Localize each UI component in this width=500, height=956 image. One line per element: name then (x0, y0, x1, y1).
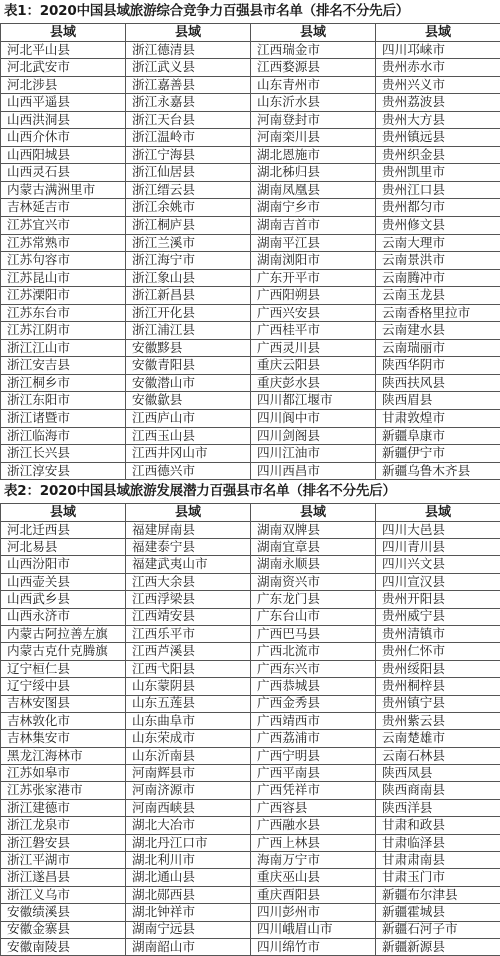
table-cell: 山西阳城县 (1, 146, 126, 164)
table-header-row (1, 24, 500, 42)
table-cell: 山西汾阳市 (1, 556, 126, 573)
table-cell: 云南石林县 (376, 747, 500, 764)
table-cell: 福建武夷山市 (126, 556, 251, 573)
table-cell: 浙江平湖市 (1, 852, 126, 869)
table-cell: 山西洪洞县 (1, 111, 126, 129)
table-cell: 贵州镇远县 (376, 129, 500, 147)
table-cell: 浙江龙泉市 (1, 817, 126, 834)
table-cell: 浙江海宁市 (126, 252, 251, 270)
table-cell: 湖北丹江口市 (126, 834, 251, 851)
table-cell: 安徽歙县 (126, 392, 251, 410)
table-row (1, 625, 500, 642)
table-cell: 吉林敦化市 (1, 712, 126, 729)
table-cell: 浙江余姚市 (126, 199, 251, 217)
table-cell: 河南济源市 (126, 782, 251, 799)
table-row (1, 445, 500, 463)
table-cell: 浙江宁海县 (126, 146, 251, 164)
table-cell: 广西上林县 (251, 834, 376, 851)
table-cell: 江西靖安县 (126, 608, 251, 625)
table-cell: 云南景洪市 (376, 252, 500, 270)
table-header-row (1, 504, 500, 521)
table-cell: 广东开平市 (251, 269, 376, 287)
table-cell: 浙江缙云县 (126, 181, 251, 199)
table-cell: 新疆伊宁市 (376, 445, 500, 463)
table-row (1, 747, 500, 764)
table-cell: 浙江东阳市 (1, 392, 126, 410)
table-row (1, 712, 500, 729)
table-cell: 河南西峡县 (126, 799, 251, 816)
table-cell: 新疆霍城县 (376, 904, 500, 921)
table-cell: 四川大邑县 (376, 521, 500, 538)
column-header: 县域 (376, 24, 500, 42)
table-cell: 四川峨眉山市 (251, 921, 376, 938)
table-cell: 山东青州市 (251, 76, 376, 94)
table-cell: 新疆乌鲁木齐县 (376, 462, 500, 480)
table-cell: 云南腾冲市 (376, 269, 500, 287)
table-cell: 重庆巫山县 (251, 869, 376, 886)
table-row (1, 921, 500, 938)
table2-title: 表2：2020中国县域旅游发展潜力百强县市名单（排名不分先后） (0, 480, 500, 503)
table-cell: 浙江仙居县 (126, 164, 251, 182)
table-cell: 江西庐山市 (126, 410, 251, 428)
table-row (1, 608, 500, 625)
table-cell: 甘肃临泽县 (376, 834, 500, 851)
table-cell: 广西恭城县 (251, 678, 376, 695)
table-cell: 浙江新昌县 (126, 287, 251, 305)
table-cell: 安徽金寨县 (1, 921, 126, 938)
table-cell: 山西永济市 (1, 608, 126, 625)
table-row (1, 765, 500, 782)
table-cell: 广东台山市 (251, 608, 376, 625)
table-cell: 江苏常熟市 (1, 234, 126, 252)
table-cell: 贵州赤水市 (376, 59, 500, 77)
table-row (1, 521, 500, 538)
table-cell: 内蒙古克什克腾旗 (1, 643, 126, 660)
table-cell: 河北平山县 (1, 41, 126, 59)
table-row (1, 217, 500, 235)
table-row (1, 164, 500, 182)
table-row (1, 643, 500, 660)
table-cell: 浙江临海市 (1, 427, 126, 445)
table-row (1, 374, 500, 392)
table-cell: 四川绵竹市 (251, 938, 376, 955)
table-cell: 湖南吉首市 (251, 217, 376, 235)
table-cell: 陕西凤县 (376, 765, 500, 782)
table-cell: 四川都江堰市 (251, 392, 376, 410)
table-row (1, 339, 500, 357)
table-cell: 甘肃敦煌市 (376, 410, 500, 428)
table-cell: 陕西华阴市 (376, 357, 500, 375)
table-row (1, 834, 500, 851)
column-header: 县域 (1, 24, 126, 42)
table-row (1, 799, 500, 816)
table-cell: 山西武乡县 (1, 591, 126, 608)
table-cell: 山西壶关县 (1, 573, 126, 590)
table-cell: 安徽青阳县 (126, 357, 251, 375)
table-cell: 浙江兰溪市 (126, 234, 251, 252)
table-cell: 四川青川县 (376, 539, 500, 556)
table-row (1, 556, 500, 573)
table-cell: 黑龙江海林市 (1, 747, 126, 764)
table-cell: 江西德兴市 (126, 462, 251, 480)
table-cell: 湖南永顺县 (251, 556, 376, 573)
table-row (1, 938, 500, 955)
table-cell: 福建泰宁县 (126, 539, 251, 556)
table-cell: 河北迁西县 (1, 521, 126, 538)
table-cell: 贵州桐梓县 (376, 678, 500, 695)
table-row (1, 59, 500, 77)
table-cell: 辽宁桓仁县 (1, 660, 126, 677)
table-cell: 湖南浏阳市 (251, 252, 376, 270)
table-row (1, 76, 500, 94)
table-cell: 四川剑阁县 (251, 427, 376, 445)
table-cell: 浙江德清县 (126, 41, 251, 59)
table-cell: 贵州荔波县 (376, 94, 500, 112)
table-cell: 贵州修文县 (376, 217, 500, 235)
table-row (1, 462, 500, 480)
table1-title: 表1：2020中国县域旅游综合竞争力百强县市名单（排名不分先后） (0, 0, 500, 23)
table-cell: 广西巴马县 (251, 625, 376, 642)
table-row (1, 269, 500, 287)
table-cell: 江西芦溪县 (126, 643, 251, 660)
table-cell: 江西乐平市 (126, 625, 251, 642)
table-row (1, 392, 500, 410)
table-cell: 浙江天台县 (126, 111, 251, 129)
table-cell: 陕西扶风县 (376, 374, 500, 392)
table-cell: 浙江建德市 (1, 799, 126, 816)
table-cell: 陕西商南县 (376, 782, 500, 799)
table-cell: 山东沂南县 (126, 747, 251, 764)
table-cell: 贵州威宁县 (376, 608, 500, 625)
table-cell: 浙江桐庐县 (126, 217, 251, 235)
table-cell: 浙江磐安县 (1, 834, 126, 851)
table-cell: 内蒙古满洲里市 (1, 181, 126, 199)
table-cell: 四川阆中市 (251, 410, 376, 428)
table-cell: 湖北钟祥市 (126, 904, 251, 921)
table-cell: 吉林集安市 (1, 730, 126, 747)
table-cell: 浙江浦江县 (126, 322, 251, 340)
table-cell: 广西荔浦市 (251, 730, 376, 747)
table-cell: 贵州大方县 (376, 111, 500, 129)
table-cell: 广西灵川县 (251, 339, 376, 357)
table-cell: 河南栾川县 (251, 129, 376, 147)
table-cell: 浙江义乌市 (1, 886, 126, 903)
table-cell: 四川江油市 (251, 445, 376, 463)
table-cell: 广西金秀县 (251, 695, 376, 712)
table-cell: 湖南双牌县 (251, 521, 376, 538)
table-cell: 山东蒙阴县 (126, 678, 251, 695)
table-cell: 湖北恩施市 (251, 146, 376, 164)
table-cell: 浙江长兴县 (1, 445, 126, 463)
table-row (1, 252, 500, 270)
table-cell: 吉林延吉市 (1, 199, 126, 217)
table-cell: 广西融水县 (251, 817, 376, 834)
table-cell: 安徽潜山市 (126, 374, 251, 392)
table-row (1, 678, 500, 695)
table-row (1, 869, 500, 886)
table-row (1, 129, 500, 147)
table-row (1, 410, 500, 428)
column-header: 县域 (376, 504, 500, 521)
table-cell: 浙江象山县 (126, 269, 251, 287)
table-cell: 江苏宜兴市 (1, 217, 126, 235)
table-cell: 陕西眉县 (376, 392, 500, 410)
table-cell: 湖南平江县 (251, 234, 376, 252)
table-cell: 重庆酉阳县 (251, 886, 376, 903)
column-header: 县域 (1, 504, 126, 521)
table-cell: 山西灵石县 (1, 164, 126, 182)
table-cell: 福建屏南县 (126, 521, 251, 538)
table-cell: 四川邛崃市 (376, 41, 500, 59)
table-cell: 江苏如皋市 (1, 765, 126, 782)
table-cell: 浙江嘉善县 (126, 76, 251, 94)
table-cell: 河北涉县 (1, 76, 126, 94)
table-cell: 内蒙古阿拉善左旗 (1, 625, 126, 642)
table-cell: 浙江武义县 (126, 59, 251, 77)
table-cell: 河南辉县市 (126, 765, 251, 782)
table-cell: 云南建水县 (376, 322, 500, 340)
table-row (1, 322, 500, 340)
table-row (1, 181, 500, 199)
table-cell: 湖南资兴市 (251, 573, 376, 590)
table-cell: 湖南宁远县 (126, 921, 251, 938)
table-cell: 湖北大冶市 (126, 817, 251, 834)
table-cell: 新疆石河子市 (376, 921, 500, 938)
table-cell: 江西婺源县 (251, 59, 376, 77)
table-cell: 安徽绩溪县 (1, 904, 126, 921)
table-cell: 湖北秭归县 (251, 164, 376, 182)
table-cell: 湖南宁乡市 (251, 199, 376, 217)
table-cell: 湖南韶山市 (126, 938, 251, 955)
table-cell: 江苏溧阳市 (1, 287, 126, 305)
table-cell: 浙江温岭市 (126, 129, 251, 147)
table-cell: 四川彭州市 (251, 904, 376, 921)
table-row (1, 591, 500, 608)
table-row (1, 730, 500, 747)
table-row (1, 782, 500, 799)
table-cell: 河南登封市 (251, 111, 376, 129)
table-cell: 新疆布尔津县 (376, 886, 500, 903)
table-cell: 贵州紫云县 (376, 712, 500, 729)
table-cell: 江西大余县 (126, 573, 251, 590)
table-cell: 江西弋阳县 (126, 660, 251, 677)
table-cell: 山东荣成市 (126, 730, 251, 747)
table-cell: 浙江遂昌县 (1, 869, 126, 886)
table-cell: 贵州清镇市 (376, 625, 500, 642)
table-cell: 山东五莲县 (126, 695, 251, 712)
table-cell: 贵州兴义市 (376, 76, 500, 94)
table-cell: 贵州绥阳县 (376, 660, 500, 677)
table-cell: 辽宁绥中县 (1, 678, 126, 695)
table-cell: 江西浮梁县 (126, 591, 251, 608)
table-cell: 湖北通山县 (126, 869, 251, 886)
table-cell: 安徽黟县 (126, 339, 251, 357)
table-row (1, 886, 500, 903)
table-cell: 安徽南陵县 (1, 938, 126, 955)
table-cell: 山东沂水县 (251, 94, 376, 112)
table-cell: 江苏昆山市 (1, 269, 126, 287)
column-header: 县域 (126, 504, 251, 521)
table-cell: 吉林安图县 (1, 695, 126, 712)
table-cell: 湖北利川市 (126, 852, 251, 869)
table-row (1, 660, 500, 677)
table-cell: 湖北郧西县 (126, 886, 251, 903)
table-cell: 浙江开化县 (126, 304, 251, 322)
table-cell: 贵州凯里市 (376, 164, 500, 182)
table-cell: 浙江诸暨市 (1, 410, 126, 428)
table-cell: 甘肃肃南县 (376, 852, 500, 869)
table-cell: 四川西昌市 (251, 462, 376, 480)
table-cell: 浙江桐乡市 (1, 374, 126, 392)
table-cell: 广西北流市 (251, 643, 376, 660)
table-cell: 甘肃和政县 (376, 817, 500, 834)
table-row (1, 852, 500, 869)
table-cell: 贵州织金县 (376, 146, 500, 164)
table-cell: 云南玉龙县 (376, 287, 500, 305)
table-cell: 江苏张家港市 (1, 782, 126, 799)
table-cell: 广西兴安县 (251, 304, 376, 322)
table-row (1, 199, 500, 217)
table-row (1, 287, 500, 305)
table-cell: 河北武安市 (1, 59, 126, 77)
table-cell: 广西桂平市 (251, 322, 376, 340)
column-header: 县域 (251, 504, 376, 521)
table-row (1, 539, 500, 556)
table-cell: 重庆彭水县 (251, 374, 376, 392)
table-cell: 广西靖西市 (251, 712, 376, 729)
table-row (1, 695, 500, 712)
table-cell: 广西凭祥市 (251, 782, 376, 799)
table-row (1, 904, 500, 921)
table-cell: 江西瑞金市 (251, 41, 376, 59)
table-cell: 贵州江口县 (376, 181, 500, 199)
table-cell: 云南大理市 (376, 234, 500, 252)
table-cell: 浙江淳安县 (1, 462, 126, 480)
table-row (1, 146, 500, 164)
table-cell: 广西容县 (251, 799, 376, 816)
table-row (1, 234, 500, 252)
table-cell: 山西平遥县 (1, 94, 126, 112)
table-cell: 新疆阜康市 (376, 427, 500, 445)
table-cell: 湖南凤凰县 (251, 181, 376, 199)
table-cell: 广东龙门县 (251, 591, 376, 608)
table-cell: 陕西洋县 (376, 799, 500, 816)
table-cell: 河北易县 (1, 539, 126, 556)
table-cell: 贵州都匀市 (376, 199, 500, 217)
table-cell: 四川兴文县 (376, 556, 500, 573)
table-cell: 云南瑞丽市 (376, 339, 500, 357)
column-header: 县域 (251, 24, 376, 42)
table-cell: 重庆云阳县 (251, 357, 376, 375)
table-row (1, 304, 500, 322)
column-header: 县域 (126, 24, 251, 42)
table-cell: 广西东兴市 (251, 660, 376, 677)
table-cell: 江苏江阴市 (1, 322, 126, 340)
table-cell: 江苏句容市 (1, 252, 126, 270)
table-cell: 广西宁明县 (251, 747, 376, 764)
table-cell: 贵州镇宁县 (376, 695, 500, 712)
table-cell: 贵州仁怀市 (376, 643, 500, 660)
table-cell: 浙江永嘉县 (126, 94, 251, 112)
table-cell: 浙江江山市 (1, 339, 126, 357)
table-cell: 云南香格里拉市 (376, 304, 500, 322)
table-row (1, 41, 500, 59)
table-row (1, 573, 500, 590)
table-cell: 广西阳朔县 (251, 287, 376, 305)
table-cell: 山西介休市 (1, 129, 126, 147)
table-cell: 海南万宁市 (251, 852, 376, 869)
table-cell: 浙江安吉县 (1, 357, 126, 375)
table-cell: 新疆新源县 (376, 938, 500, 955)
table-cell: 贵州开阳县 (376, 591, 500, 608)
table-cell: 甘肃玉门市 (376, 869, 500, 886)
table1 (0, 23, 500, 480)
table-cell: 广西平南县 (251, 765, 376, 782)
table-cell: 江西玉山县 (126, 427, 251, 445)
table-cell: 四川宣汉县 (376, 573, 500, 590)
table-cell: 云南楚雄市 (376, 730, 500, 747)
table-row (1, 94, 500, 112)
table2 (0, 503, 500, 956)
table-cell: 江西井冈山市 (126, 445, 251, 463)
table-row (1, 357, 500, 375)
table-cell: 山东曲阜市 (126, 712, 251, 729)
table-cell: 江苏东台市 (1, 304, 126, 322)
table-row (1, 427, 500, 445)
table-row (1, 817, 500, 834)
table-cell: 湖南宜章县 (251, 539, 376, 556)
table-row (1, 111, 500, 129)
